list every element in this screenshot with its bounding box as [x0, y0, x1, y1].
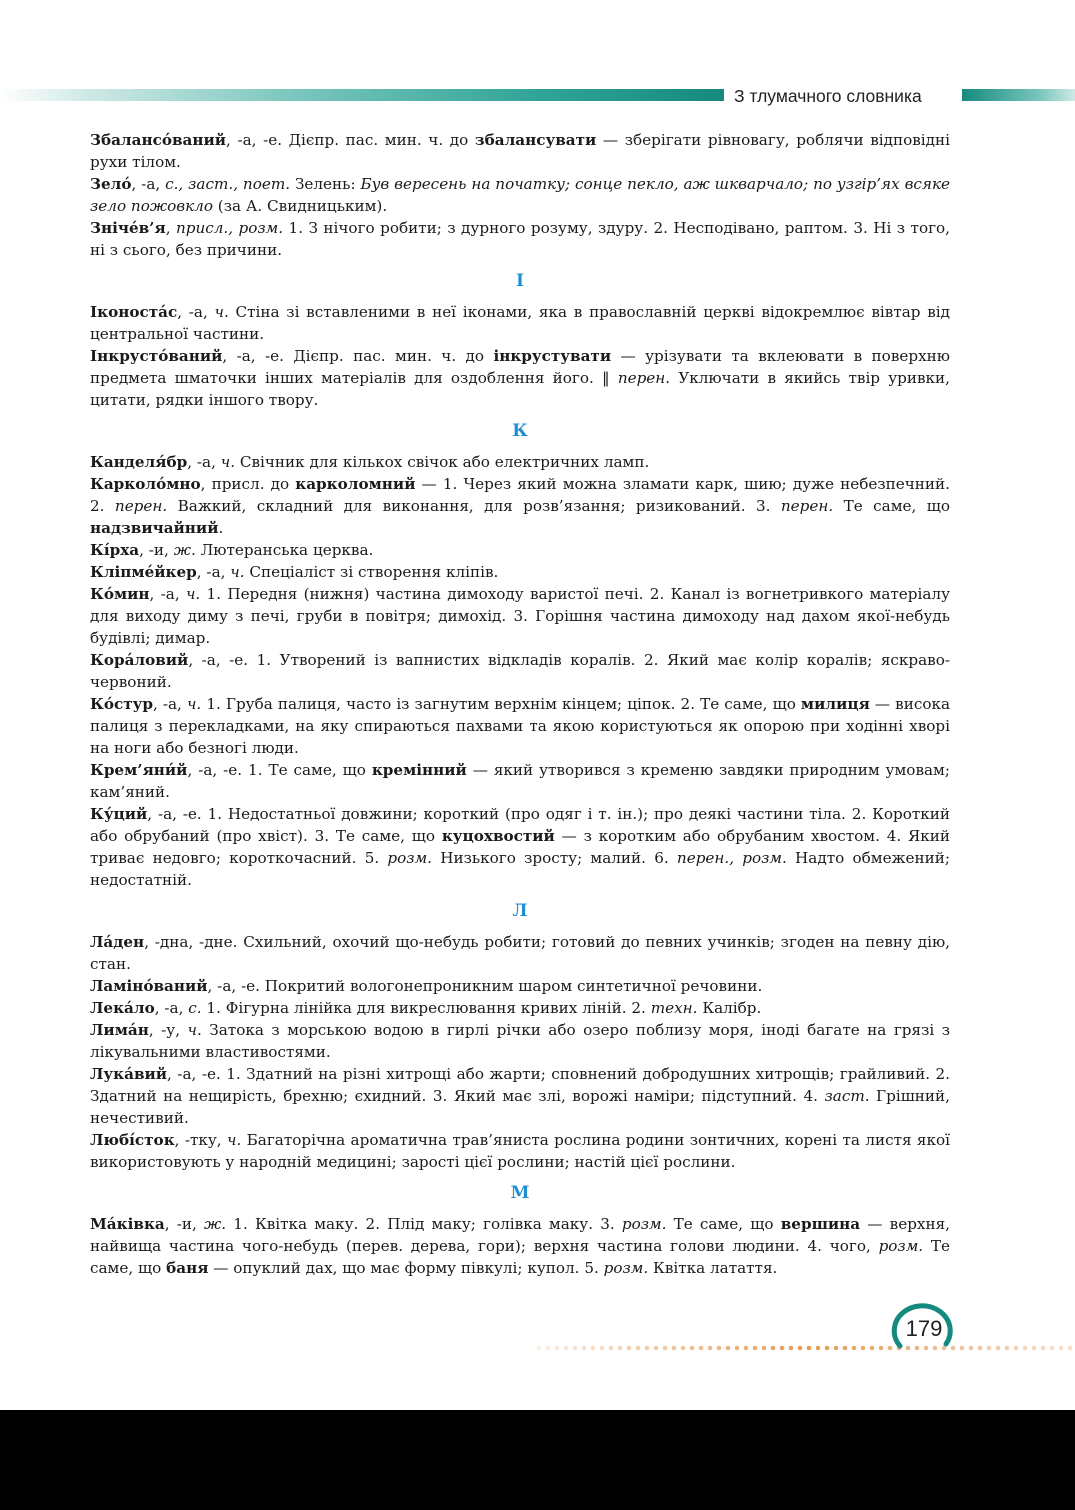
- letter-heading-l: Л: [512, 901, 528, 921]
- footer-dot: [663, 1346, 668, 1351]
- footer-dots: [535, 1343, 1075, 1353]
- footer-dot: [753, 1346, 758, 1351]
- footer-dot: [591, 1346, 596, 1351]
- entry-headword: Лука́вий: [90, 1065, 168, 1083]
- footer-dot: [672, 1346, 677, 1351]
- footer-dot: [780, 1346, 785, 1351]
- footer-dot: [699, 1346, 704, 1351]
- letter-heading-k: К: [512, 421, 528, 441]
- footer-dot: [1014, 1346, 1019, 1351]
- entry-headword: Ламіно́ваний: [90, 977, 208, 995]
- footer-dot: [987, 1346, 992, 1351]
- footer-dot: [627, 1346, 632, 1351]
- footer-dot: [1059, 1346, 1064, 1351]
- footer-dot: [852, 1346, 857, 1351]
- footer-dot: [654, 1346, 659, 1351]
- dictionary-entry: Лука́вий, -а, -е. 1. Здатний на різні хитрощі або жарти; сповнений добродушних хитрощів; грайливий. 2. Здатний на нещирість, брехню; єхидний. 3. Який має злі, ворожі наміри; підступний. 4. заст. Грішний, нечестивий.: [90, 1065, 951, 1127]
- footer-dot: [1005, 1346, 1010, 1351]
- footer-dot: [843, 1346, 848, 1351]
- dictionary-entry: Ко́мин, -а, ч. 1. Передня (нижня) частина димоходу варистої печі. 2. Канал із вогнетривкого матеріалу для виходу диму з печі, груби в повітря; димохід. 3. Горішня частина димоходу над дахом якої-небудь будівлі; димар.: [90, 585, 950, 647]
- entry-headword: Ко́мин: [90, 585, 150, 603]
- dictionary-entry: Ла́ден, -дна, -дне. Схильний, охочий що-небудь робити; готовий до певних учинків; згоден на певну дію, стан.: [90, 933, 950, 973]
- footer-dot: [1068, 1346, 1073, 1351]
- footer-dot: [969, 1346, 974, 1351]
- entry-headword: Крем’яни́й: [90, 761, 188, 779]
- entry-headword: Ма́ківка: [90, 1215, 165, 1233]
- dictionary-entry: Іконоста́с, -а, ч. Стіна зі вставленими в неї іконами, яка в православній церкві відокремлює вівтар від центральної частини.: [90, 303, 950, 343]
- entry-headword: Збалансо́ваний: [90, 131, 227, 149]
- dictionary-text: [90, 129, 950, 1279]
- footer-dot: [996, 1346, 1001, 1351]
- dictionary-entry: Любі́сток, -тку, ч. Багаторічна ароматична трав’яниста рослина родини зонтичних, корені та листя якої використовують у народній медицині; зарості цієї рослини; настій цієї рослини.: [90, 1131, 950, 1171]
- page-number: 179: [905, 1316, 943, 1341]
- footer-dot: [717, 1346, 722, 1351]
- footer-dot: [555, 1346, 560, 1351]
- entry-headword: Ла́ден: [90, 933, 145, 951]
- dictionary-entry: Ко́стур, -а, ч. 1. Груба палиця, часто із загнутим верхнім кінцем; ціпок. 2. Те саме, що милиця — висока палиця з перекладками, на яку спираються пахвами та якою користуються як опорою при ходінні хворі на ноги або безногі люди.: [90, 695, 951, 757]
- footer-dot: [735, 1346, 740, 1351]
- footer-dot: [807, 1346, 812, 1351]
- footer-dot: [573, 1346, 578, 1351]
- footer-dot: [708, 1346, 713, 1351]
- entry-headword: Лека́ло: [90, 999, 155, 1017]
- entry-headword: Ку́ций: [90, 805, 148, 823]
- footer-dot: [582, 1346, 587, 1351]
- footer-dot: [1050, 1346, 1055, 1351]
- footer-dot: [861, 1346, 866, 1351]
- dictionary-entry: Ку́ций, -а, -е. 1. Недостатньої довжини; короткий (про одяг і т. ін.); про деякі частини тіла. 2. Короткий або обрубаний (про хвіст). 3. Те саме, що куцохвостий — з коротким або обрубаним хвостом. 4. Який триває недовго; короткочасний. 5. розм. Низького зросту; малий. 6. перен., розм. Надто обмежений; недостатній.: [90, 805, 950, 889]
- entry-headword: Лима́н: [90, 1021, 149, 1039]
- dictionary-entry: Лима́н, -у, ч. Затока з морською водою в гирлі річки або озеро поблизу моря, іноді багате на грязі з лікувальними властивостями.: [90, 1021, 950, 1061]
- footer-dot: [834, 1346, 839, 1351]
- dictionary-entry: Лека́ло, -а, с. 1. Фігурна лінійка для викреслювання кривих ліній. 2. техн. Калібр.: [90, 999, 762, 1017]
- footer-dot: [1041, 1346, 1046, 1351]
- dictionary-entry: Ма́ківка, -и, ж. 1. Квітка маку. 2. Плід маку; голівка маку. 3. розм. Те саме, що вершина — верхня, найвища частина чого-небудь (перев. дерева, гори); верхня частина голови людини. 4. чого, розм. Те саме, що баня — опуклий дах, що має форму півкулі; купол. 5. розм. Квітка латаття.: [90, 1215, 951, 1277]
- entry-headword: Зніче́в’я: [90, 219, 166, 237]
- entry-headword: Любі́сток: [90, 1131, 175, 1149]
- dictionary-entry: Кора́ловий, -а, -е. 1. Утворений із вапнистих відкладів коралів. 2. Який має колір коралів; яскраво-червоний.: [90, 651, 950, 691]
- footer-dot: [636, 1346, 641, 1351]
- entry-headword: Кі́рха: [90, 541, 140, 559]
- footer-dot: [1023, 1346, 1028, 1351]
- footer-dot: [816, 1346, 821, 1351]
- entry-headword: Інкрусто́ваний: [90, 347, 223, 365]
- entry-headword: Кора́ловий: [90, 651, 189, 669]
- footer-dot: [771, 1346, 776, 1351]
- entry-headword: Іконоста́с: [90, 303, 178, 321]
- entry-headword: Кліпме́йкер: [90, 563, 197, 581]
- footer-dot: [825, 1346, 830, 1351]
- bottom-bar: [0, 1410, 1075, 1510]
- footer-dot: [798, 1346, 803, 1351]
- footer-dot: [1032, 1346, 1037, 1351]
- entry-headword: Ко́стур: [90, 695, 153, 713]
- footer-dot: [618, 1346, 623, 1351]
- footer-dot: [726, 1346, 731, 1351]
- entry-headword: Зело́: [90, 175, 132, 193]
- header-title: З тлумачного словника: [734, 86, 922, 106]
- footer-dot: [546, 1346, 551, 1351]
- dictionary-entry: Кі́рха, -и, ж. Лютеранська церква.: [90, 541, 374, 559]
- footer-dot: [879, 1346, 884, 1351]
- footer-dot: [789, 1346, 794, 1351]
- footer-dot: [537, 1346, 542, 1351]
- footer-dot: [870, 1346, 875, 1351]
- letter-heading-m: М: [510, 1183, 530, 1203]
- footer-dot: [978, 1346, 983, 1351]
- footer-dot: [600, 1346, 605, 1351]
- dictionary-entry: Збалансо́ваний, -а, -е. Дієпр. пас. мин. ч. до збалансувати — зберігати рівновагу, роблячи відповідні рухи тілом.: [90, 131, 950, 171]
- dictionary-entry: Ламіно́ваний, -а, -е. Покритий вологонепроникним шаром синтетичної речовини.: [90, 977, 763, 995]
- header-band-right: [962, 89, 1075, 101]
- footer-dot: [690, 1346, 695, 1351]
- footer-dot: [564, 1346, 569, 1351]
- dictionary-entry: Інкрусто́ваний, -а, -е. Дієпр. пас. мин. ч. до інкрустувати — урізувати та вклеювати в поверхню предмета шматочки інших матеріалів для оздоблення його. ‖ перен. Уключати в якийсь твір уривки, цитати, рядки іншого твору.: [90, 347, 950, 409]
- dictionary-entry: Кліпме́йкер, -а, ч. Спеціаліст зі створення кліпів.: [90, 563, 499, 581]
- dictionary-entry: Зело́, -а, с., заст., поет. Зелень: Був вересень на початку; сонце пекло, аж шкварчало; по узгір’ях всяке зело пожовкло (за А. Свидницьким).: [90, 175, 951, 215]
- footer-dot: [681, 1346, 686, 1351]
- dictionary-entry: Карколо́мно, присл. до карколомний — 1. Через який можна зламати карк, шию; дуже небезпечний. 2. перен. Важкий, складний для виконання, для розв’язання; ризикований. 3. перен. Те саме, що надзвичайний.: [90, 475, 950, 537]
- dictionary-entry: Крем’яни́й, -а, -е. 1. Те саме, що кремінний — який утворився з кременю завдяки природним умовам; кам’яний.: [90, 761, 950, 801]
- letter-heading-i: І: [516, 271, 524, 291]
- footer-dot: [744, 1346, 749, 1351]
- dictionary-entry: Зніче́в’я, присл., розм. 1. З нічого робити; з дурного розуму, здуру. 2. Несподівано, раптом. 3. Ні з того, ні з сього, без причини.: [90, 219, 951, 259]
- entry-headword: Канделя́бр: [90, 453, 188, 471]
- dictionary-entry: Канделя́бр, -а, ч. Свічник для кількох свічок або електричних ламп.: [90, 453, 650, 471]
- footer-dot: [762, 1346, 767, 1351]
- entry-headword: Карколо́мно: [90, 475, 201, 493]
- footer-dot: [609, 1346, 614, 1351]
- header-band-left: [0, 89, 724, 101]
- footer-dot: [645, 1346, 650, 1351]
- footer-dot: [960, 1346, 965, 1351]
